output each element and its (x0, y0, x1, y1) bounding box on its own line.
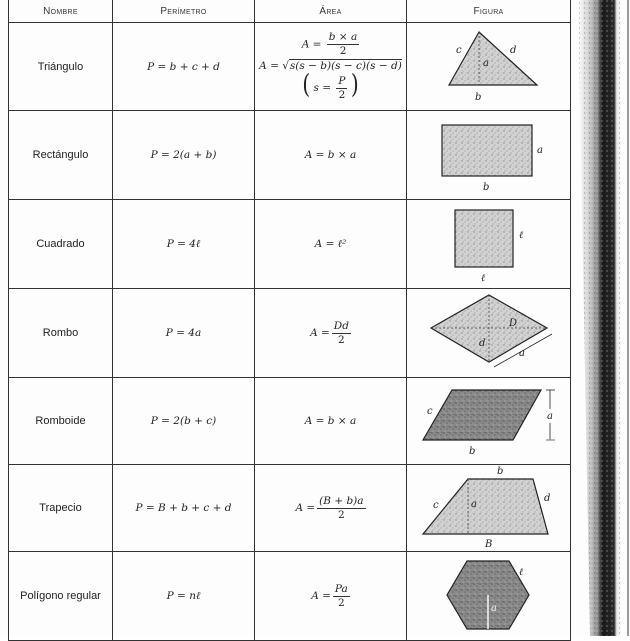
header-area: Área (255, 0, 407, 23)
label-a: a (471, 499, 477, 510)
shape-name: Trapecio (9, 465, 113, 552)
label-a: a (537, 145, 543, 156)
label-b: b (497, 466, 504, 477)
shape-name: Polígono regular (9, 552, 113, 641)
area-formula-base-height: A = $\frac{b \times a}{2}$ (301, 31, 358, 58)
figure-cell (407, 23, 571, 111)
label-l: ℓ (519, 567, 524, 578)
trapezoid-figure (407, 465, 570, 551)
shape-name: Romboide (9, 378, 113, 465)
table-row-cuadrado (9, 200, 571, 289)
area-formula: A = b × a (255, 111, 407, 200)
label-a: a (491, 603, 497, 614)
header-perimetro: Perímetro (113, 0, 255, 23)
table-row-poligono-regular (9, 552, 571, 641)
header-row (9, 0, 571, 23)
perimeter-formula: P = 4ℓ (113, 200, 255, 289)
label-c: c (427, 406, 433, 417)
label-b: b (475, 91, 482, 103)
hexagon-figure (407, 553, 570, 639)
fraction: $\frac{b \times a}{2}$ (328, 31, 358, 58)
area-formula (255, 23, 407, 111)
figure-cell (407, 111, 571, 200)
perimeter-formula: P = 2(a + b) (113, 111, 255, 200)
label-c: c (456, 44, 462, 56)
figure-cell (407, 552, 571, 641)
table-row-romboide (9, 378, 571, 465)
fraction: $\frac{Pa}{2}$ (334, 582, 348, 609)
table-row-triangulo (9, 23, 571, 111)
fraction: $\frac{(B + b)a}{2}$ (319, 494, 364, 521)
shape-name: Triángulo (9, 23, 113, 111)
area-formula-heron: A = √s(s − b)(s − c)(s − d) (259, 60, 402, 73)
label-d: d (510, 44, 517, 56)
label-d: d (544, 493, 551, 504)
figure-cell (407, 289, 571, 378)
table-row-rectangulo (9, 111, 571, 200)
fraction: $\frac{Dd}{2}$ (333, 319, 349, 346)
figure-cell (407, 200, 571, 289)
perimeter-formula: P = 4a (113, 289, 255, 378)
header-figura: Figura (407, 0, 571, 23)
triangle-figure (407, 24, 570, 110)
label-bottom: ℓ (481, 273, 486, 284)
label-side: ℓ (519, 230, 524, 241)
perimeter-formula: P = 2(b + c) (113, 378, 255, 465)
table-row-rombo (9, 289, 571, 378)
area-formula: A = ℓ² (255, 200, 407, 289)
label-a: a (519, 348, 525, 359)
area-formula: A = b × a (255, 378, 407, 465)
label-d: d (479, 338, 486, 349)
figure-cell (407, 465, 571, 552)
header-nombre: Nombre (9, 0, 113, 23)
figure-cell (407, 378, 571, 465)
label-b: b (469, 446, 476, 457)
area-formula: A = $\frac{Pa}{2}$ (255, 552, 407, 641)
shape-name: Rombo (9, 289, 113, 378)
square-figure (407, 201, 570, 287)
perimeter-formula: P = nℓ (113, 552, 255, 641)
formulas-table (8, 0, 571, 641)
table-row-trapecio (9, 465, 571, 552)
label-a: a (483, 57, 489, 69)
semiperimeter-definition: ( s = $\frac{P}{2}$ ) (302, 68, 359, 101)
rectangle-figure (407, 112, 570, 198)
shape-name: Rectángulo (9, 111, 113, 200)
rhombus-figure (407, 290, 570, 376)
label-D: D (509, 318, 518, 329)
label-B: B (485, 539, 493, 550)
area-formula: A = $\frac{Dd}{2}$ (255, 289, 407, 378)
perimeter-formula: P = B + b + c + d (113, 465, 255, 552)
perimeter-formula: P = b + c + d (113, 23, 255, 111)
parallelogram-figure (407, 378, 570, 464)
label-a: a (547, 411, 553, 422)
fraction: $\frac{P}{2}$ (338, 74, 346, 101)
shape-name: Cuadrado (9, 200, 113, 289)
label-b: b (483, 182, 490, 193)
area-formula: A = $\frac{(B + b)a}{2}$ (255, 465, 407, 552)
book-binding-shadow (576, 0, 630, 636)
label-c: c (433, 500, 439, 511)
